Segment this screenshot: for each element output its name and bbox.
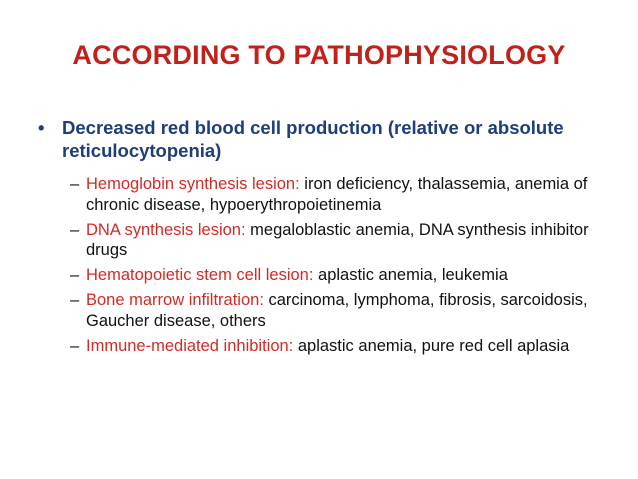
sub-bullet-term: DNA synthesis lesion: (86, 220, 246, 239)
sub-bullet-term: Hematopoietic stem cell lesion: (86, 266, 314, 284)
sub-bullet-detail: carcinoma, lymphoma, fibrosis, sarcoidosis, Gaucher disease, others (86, 291, 588, 330)
sub-bullet-item (70, 174, 615, 215)
sub-bullet-detail: aplastic anemia, pure red cell aplasia (293, 336, 570, 355)
sub-bullet-list (70, 174, 615, 361)
slide-title: ACCORDING TO PATHOPHYSIOLOGY (72, 40, 566, 70)
dash-marker: – (70, 220, 80, 239)
sub-bullet-item (70, 336, 615, 357)
sub-bullet-detail: aplastic anemia, leukemia (313, 266, 508, 284)
dash-marker: – (70, 336, 80, 355)
main-bullet (38, 116, 598, 162)
sub-bullet-term: Immune-mediated inhibition: (86, 336, 294, 355)
sub-bullet-term: Bone marrow infiltration: (86, 291, 264, 309)
dash-marker: – (70, 175, 80, 193)
sub-bullet-item (70, 220, 615, 261)
sub-bullet-term: Hemoglobin synthesis lesion: (86, 175, 300, 193)
main-bullet-text: Decreased red blood cell production (relative or absolute reticulocytopenia) (62, 117, 564, 161)
sub-bullet-item (70, 290, 615, 331)
sub-bullet-item (70, 265, 615, 286)
sub-bullet-detail: megaloblastic anemia, DNA synthesis inhibitor drugs (86, 220, 589, 259)
dash-marker: – (70, 291, 80, 309)
dash-marker: – (70, 266, 80, 284)
sub-bullet-detail: iron deficiency, thalassemia, anemia of chronic disease, hypoerythropoietinemia (86, 175, 588, 214)
bullet-marker: • (38, 117, 45, 138)
